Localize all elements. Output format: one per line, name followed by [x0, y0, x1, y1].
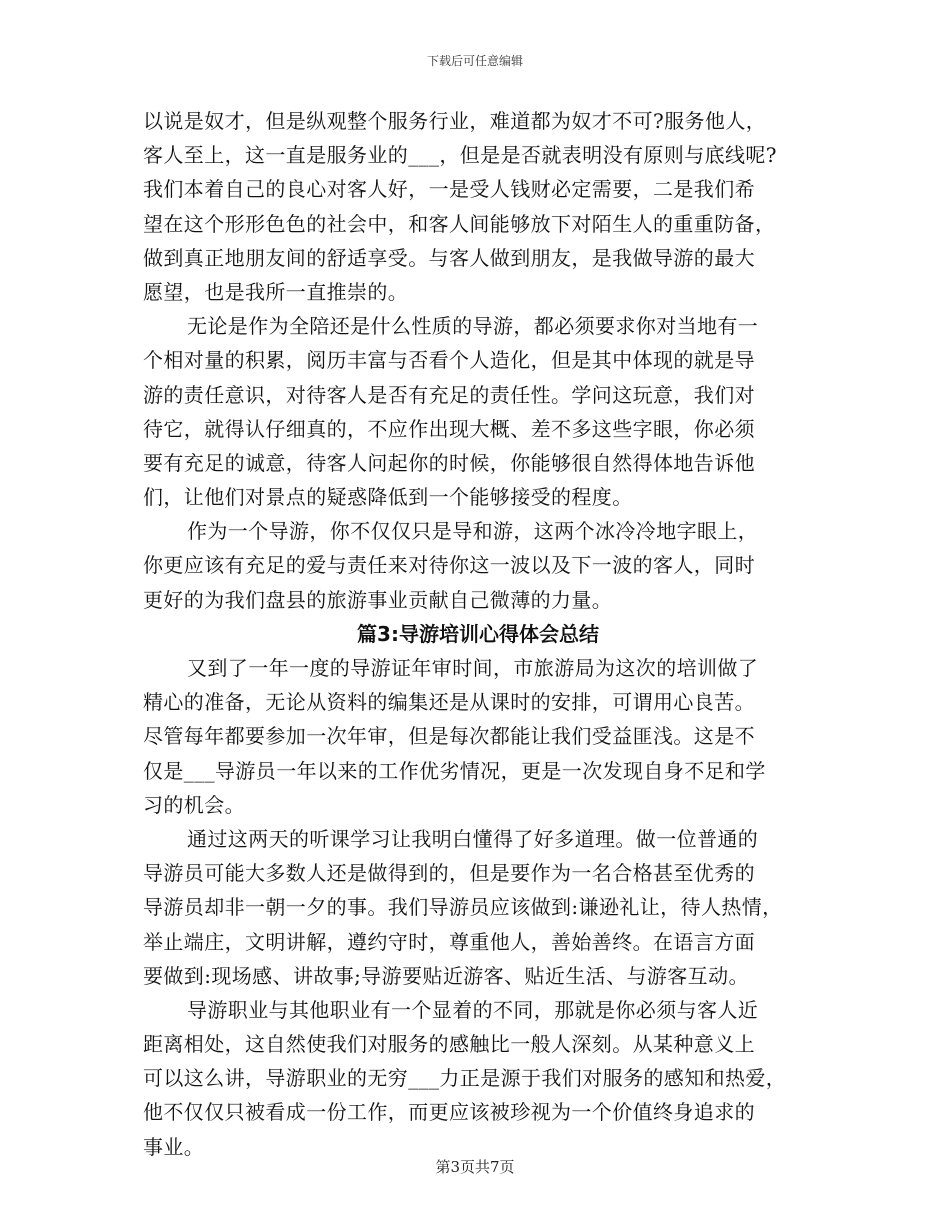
text-line: 待它，就得认仔细真的，不应作出现大概、差不多这些字眼，你必须	[143, 416, 755, 441]
text-line: 游的责任意识，对待客人是否有充足的责任性。学问这玩意，我们对	[143, 382, 755, 407]
text-line: 我们本着自己的良心对客人好，一是受人钱财必定需要，二是我们希	[143, 177, 755, 202]
paragraph	[143, 822, 813, 993]
text-line: 做到真正地朋友间的舒适享受。与客人做到朋友，是我做导游的最大	[143, 245, 755, 270]
paragraph	[143, 309, 813, 514]
text-line: 事业。	[143, 1134, 205, 1159]
text-line: 仅是___导游员一年以来的工作优劣情况，更是一次发现自身不足和学	[143, 758, 766, 783]
paragraph	[143, 104, 813, 309]
text-line: 可以这么讲，导游职业的无穷___力正是源于我们对服务的感知和热爱，	[143, 1066, 787, 1091]
text-line: 要有充足的诚意，待客人问起你的时候，你能够很自然得体地告诉他	[143, 450, 755, 475]
text-line: 作为一个导游，你不仅仅只是导和游，这两个冰冷冷地字眼上，	[187, 519, 759, 544]
text-line: 通过这两天的听课学习让我明白懂得了好多道理。做一位普通的	[187, 826, 759, 851]
text-line: 习的机会。	[143, 792, 245, 817]
text-line: 们，让他们对景点的疑惑降低到一个能够接受的程度。	[143, 485, 633, 510]
paragraph	[143, 651, 813, 822]
text-line: 更好的为我们盘县的旅游事业贡献自己微薄的力量。	[143, 587, 613, 612]
page-number: 第3页共7页	[435, 1158, 515, 1176]
text-line: 导游员却非一朝一夕的事。我们导游员应该做到:谦逊礼让，待人热情，	[143, 895, 783, 920]
text-line: 他不仅仅只被看成一份工作，而更应该被珍视为一个价值终身追求的	[143, 1100, 755, 1125]
text-line: 望在这个形形色色的社会中，和客人间能够放下对陌生人的重重防备，	[143, 211, 776, 236]
text-line: 以说是奴才，但是纵观整个服务行业，难道都为奴才不可?服务他人，	[143, 109, 767, 133]
page-header-note: 下载后可任意编辑	[426, 54, 523, 68]
text-line: 要做到:现场感、讲故事;导游要贴近游客、贴近生活、与游客互动。	[143, 963, 749, 988]
text-line: 举止端庄，文明讲解，遵约守时，尊重他人，善始善终。在语言方面	[143, 929, 755, 954]
text-line: 导游员可能大多数人还是做得到的，但是要作为一名合格甚至优秀的	[143, 861, 755, 886]
text-line: 距离相处，这自然使我们对服务的感触比一般人深刻。从某种意义上	[143, 1032, 755, 1057]
text-line: 又到了一年一度的导游证年审时间，市旅游局为这次的培训做了	[187, 656, 759, 680]
text-line: 客人至上，这一直是服务业的___，但是是否就表明没有原则与底线呢?	[143, 143, 777, 168]
text-line: 个相对量的积累，阅历丰富与否看个人造化，但是其中体现的就是导	[143, 348, 755, 373]
document-body	[143, 104, 813, 1164]
paragraph	[143, 993, 813, 1164]
paragraph	[143, 514, 813, 617]
text-line: 精心的准备，无论从资料的编集还是从课时的安排，可谓用心良苦。	[143, 690, 755, 715]
text-line: 愿望，也是我所一直推崇的。	[143, 279, 409, 304]
text-line: 你更应该有充足的爱与责任来对待你这一波以及下一波的客人，同时	[143, 553, 755, 578]
section-title: 篇3:导游培训心得体会总结	[357, 621, 599, 646]
text-line: 导游职业与其他职业有一个显着的不同，那就是你必须与客人近	[187, 997, 759, 1022]
text-line: 无论是作为全陪还是什么性质的导游，都必须要求你对当地有一	[187, 314, 759, 339]
text-line: 尽管每年都要参加一次年审，但是每次都能让我们受益匪浅。这是不	[143, 724, 755, 749]
